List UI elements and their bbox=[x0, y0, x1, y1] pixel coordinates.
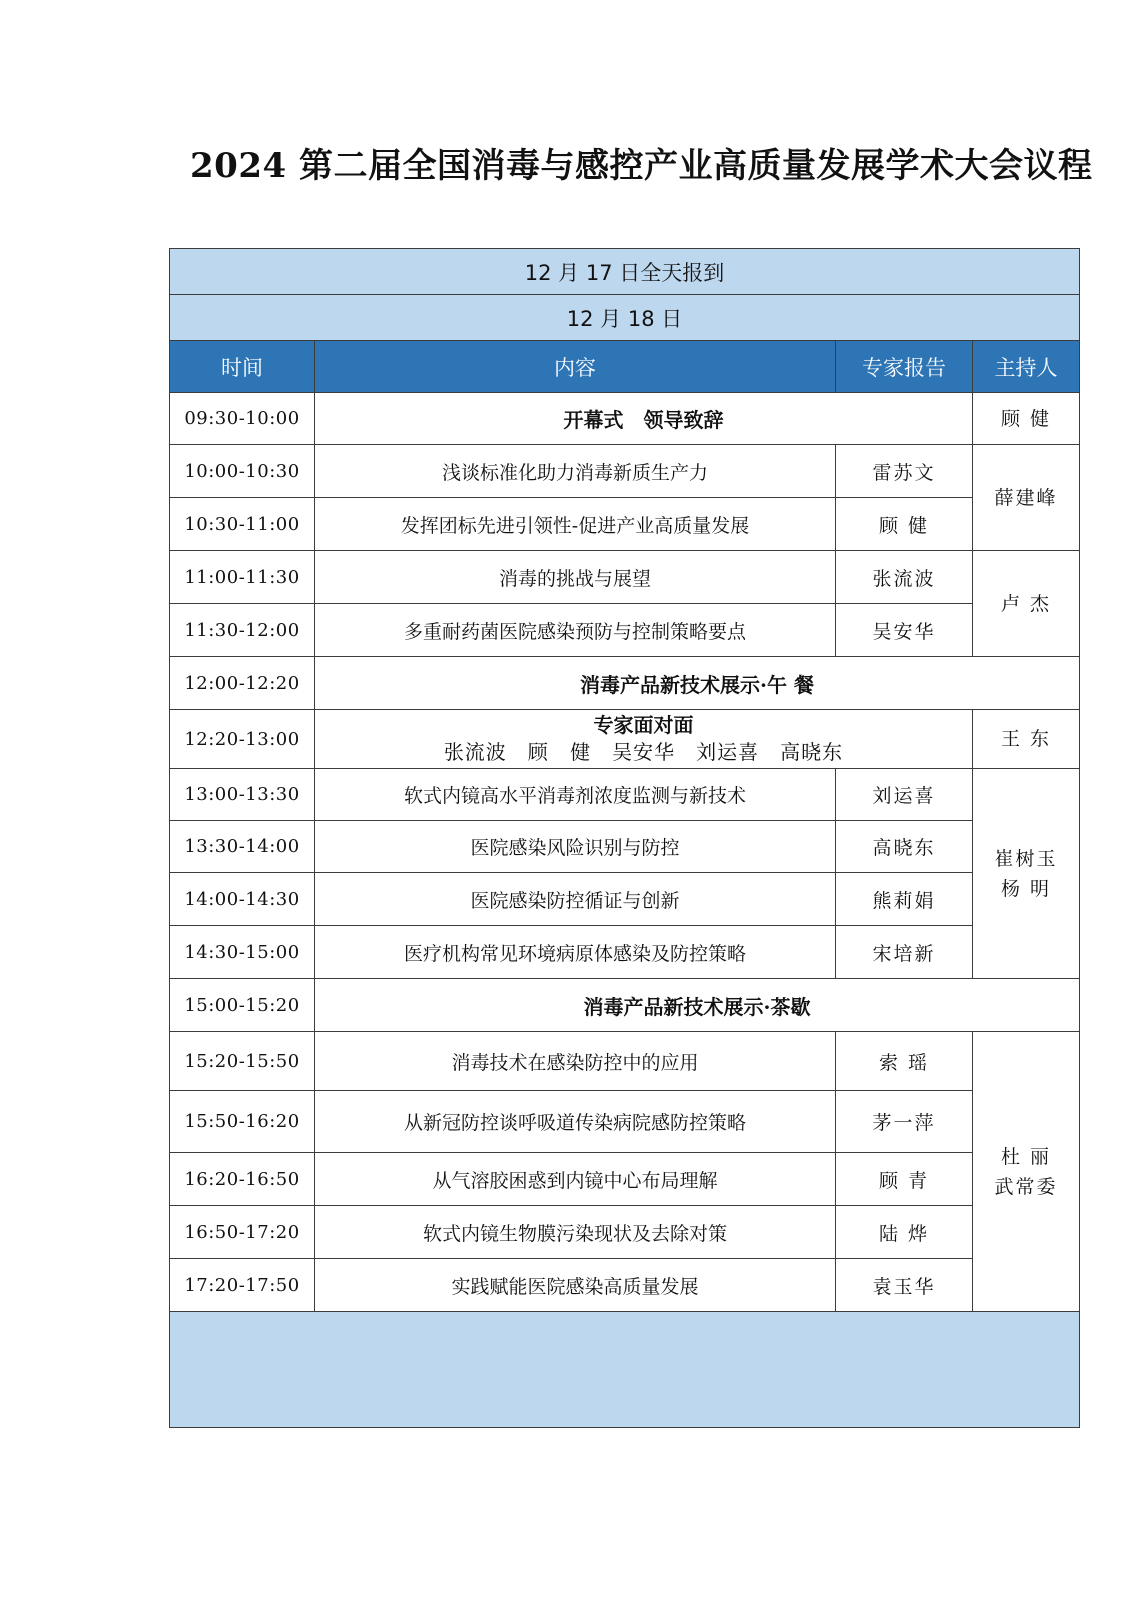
content-cell: 实践赋能医院感染高质量发展 bbox=[315, 1259, 836, 1312]
content-cell: 消毒技术在感染防控中的应用 bbox=[315, 1032, 836, 1091]
table-row bbox=[170, 604, 1080, 657]
time-cell: 11:00-11:30 bbox=[170, 551, 315, 604]
footer-band bbox=[170, 1312, 1080, 1428]
time-cell: 15:50-16:20 bbox=[170, 1091, 315, 1153]
table-row bbox=[170, 821, 1080, 873]
speaker-cell: 陆 烨 bbox=[836, 1206, 973, 1259]
time-cell: 11:30-12:00 bbox=[170, 604, 315, 657]
content-cell: 从气溶胶困惑到内镜中心布局理解 bbox=[315, 1153, 836, 1206]
table-row bbox=[170, 1153, 1080, 1206]
host-name: 武常委 bbox=[994, 1175, 1058, 1198]
content-cell: 医院感染风险识别与防控 bbox=[315, 821, 836, 873]
speaker-cell: 索 瑶 bbox=[836, 1032, 973, 1091]
time-cell: 16:50-17:20 bbox=[170, 1206, 315, 1259]
host-cell: 卢 杰 bbox=[973, 551, 1080, 657]
time-cell: 15:20-15:50 bbox=[170, 1032, 315, 1091]
speaker-cell: 高晓东 bbox=[836, 821, 973, 873]
table-row bbox=[170, 1091, 1080, 1153]
time-cell: 15:00-15:20 bbox=[170, 979, 315, 1032]
panel-names: 张流波 顾 健 吴安华 刘运喜 高晓东 bbox=[443, 740, 844, 764]
table-row bbox=[170, 1206, 1080, 1259]
content-cell: 软式内镜生物膜污染现状及去除对策 bbox=[315, 1206, 836, 1259]
host-cell: 薛建峰 bbox=[973, 445, 1080, 551]
table-row bbox=[170, 979, 1080, 1032]
day1-band-row bbox=[170, 249, 1080, 295]
time-cell: 14:30-15:00 bbox=[170, 926, 315, 979]
content-cell: 从新冠防控谈呼吸道传染病院感防控策略 bbox=[315, 1091, 836, 1153]
content-cell: 多重耐药菌医院感染预防与控制策略要点 bbox=[315, 604, 836, 657]
speaker-cell: 顾 青 bbox=[836, 1153, 973, 1206]
content-cell: 医院感染防控循证与创新 bbox=[315, 873, 836, 926]
panel-title: 专家面对面 bbox=[593, 713, 694, 737]
content-cell: 发挥团标先进引领性-促进产业高质量发展 bbox=[315, 498, 836, 551]
time-cell: 17:20-17:50 bbox=[170, 1259, 315, 1312]
host-name: 崔树玉 bbox=[994, 847, 1058, 870]
time-cell: 10:30-11:00 bbox=[170, 498, 315, 551]
content-cell: 消毒产品新技术展示·茶歇 bbox=[315, 979, 1080, 1032]
table-row bbox=[170, 551, 1080, 604]
time-cell: 12:00-12:20 bbox=[170, 657, 315, 710]
content-cell: 消毒产品新技术展示·午 餐 bbox=[315, 657, 1080, 710]
host-cell: 顾 健 bbox=[973, 393, 1080, 445]
footer-band-row bbox=[170, 1312, 1080, 1428]
table-row bbox=[170, 393, 1080, 445]
host-name: 杜 丽 bbox=[1000, 1145, 1052, 1168]
table-row bbox=[170, 1259, 1080, 1312]
speaker-cell: 熊莉娟 bbox=[836, 873, 973, 926]
speaker-cell: 张流波 bbox=[836, 551, 973, 604]
content-cell: 浅谈标准化助力消毒新质生产力 bbox=[315, 445, 836, 498]
speaker-cell: 顾 健 bbox=[836, 498, 973, 551]
speaker-cell: 吴安华 bbox=[836, 604, 973, 657]
time-cell: 13:30-14:00 bbox=[170, 821, 315, 873]
day2-band: 12 月 18 日 bbox=[170, 295, 1080, 341]
host-cell bbox=[973, 769, 1080, 979]
document-title: 2024 第二届全国消毒与感控产业高质量发展学术大会议程 bbox=[190, 146, 1093, 186]
content-cell: 消毒的挑战与展望 bbox=[315, 551, 836, 604]
host-cell: 王 东 bbox=[973, 710, 1080, 769]
table-row bbox=[170, 445, 1080, 498]
content-cell: 软式内镜高水平消毒剂浓度监测与新技术 bbox=[315, 769, 836, 821]
day2-band-row bbox=[170, 295, 1080, 341]
speaker-cell: 袁玉华 bbox=[836, 1259, 973, 1312]
table-row bbox=[170, 498, 1080, 551]
time-cell: 10:00-10:30 bbox=[170, 445, 315, 498]
time-cell: 12:20-13:00 bbox=[170, 710, 315, 769]
table-row bbox=[170, 710, 1080, 769]
time-cell: 16:20-16:50 bbox=[170, 1153, 315, 1206]
host-name: 杨 明 bbox=[1000, 877, 1052, 900]
host-cell bbox=[973, 1032, 1080, 1312]
column-header-row bbox=[170, 341, 1080, 393]
day1-band: 12 月 17 日全天报到 bbox=[170, 249, 1080, 295]
time-cell: 13:00-13:30 bbox=[170, 769, 315, 821]
time-cell: 14:00-14:30 bbox=[170, 873, 315, 926]
content-cell: 医疗机构常见环境病原体感染及防控策略 bbox=[315, 926, 836, 979]
table-row bbox=[170, 769, 1080, 821]
col-header-time: 时间 bbox=[170, 341, 315, 393]
speaker-cell: 刘运喜 bbox=[836, 769, 973, 821]
table-row bbox=[170, 873, 1080, 926]
table-row bbox=[170, 657, 1080, 710]
col-header-host: 主持人 bbox=[973, 341, 1080, 393]
col-header-speaker: 专家报告 bbox=[836, 341, 973, 393]
panel-cell bbox=[315, 710, 973, 769]
col-header-content: 内容 bbox=[315, 341, 836, 393]
speaker-cell: 雷苏文 bbox=[836, 445, 973, 498]
time-cell: 09:30-10:00 bbox=[170, 393, 315, 445]
table-row bbox=[170, 1032, 1080, 1091]
content-cell: 开幕式 领导致辞 bbox=[315, 393, 973, 445]
table-row bbox=[170, 926, 1080, 979]
speaker-cell: 宋培新 bbox=[836, 926, 973, 979]
speaker-cell: 茅一萍 bbox=[836, 1091, 973, 1153]
agenda-table bbox=[169, 248, 1080, 1428]
